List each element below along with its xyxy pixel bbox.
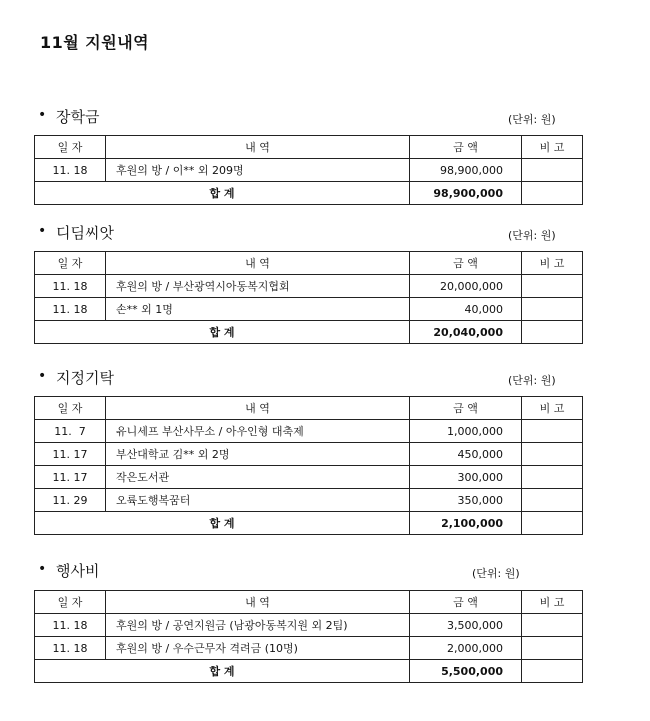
cell-note (522, 466, 583, 489)
cell-note (522, 275, 583, 298)
section-title: 장학금 (56, 108, 100, 126)
header-amount: 금 액 (410, 252, 522, 275)
header-desc: 내 역 (106, 252, 410, 275)
page-title: 11월 지원내역 (40, 33, 150, 52)
unit-label: (단위: 원) (508, 229, 556, 242)
total-row (35, 512, 583, 535)
header-desc: 내 역 (106, 397, 410, 420)
cell-desc: 후원의 방 / 부산광역시아동복지협회 (106, 275, 410, 298)
cell-amount: 450,000 (410, 443, 522, 466)
cell-amount: 300,000 (410, 466, 522, 489)
cell-note (522, 443, 583, 466)
header-note: 비 고 (522, 591, 583, 614)
support-table (34, 396, 583, 535)
cell-note (522, 660, 583, 683)
cell-note (522, 321, 583, 344)
total-label: 합 계 (35, 182, 410, 205)
total-amount: 2,100,000 (410, 512, 522, 535)
header-desc: 내 역 (106, 591, 410, 614)
table-header-row (35, 397, 583, 420)
cell-date: 11. 18 (35, 614, 106, 637)
section-designated-donation (34, 367, 582, 530)
table-row (35, 489, 583, 512)
cell-desc: 부산대학교 김** 외 2명 (106, 443, 410, 466)
bullet-icon: • (38, 368, 47, 384)
cell-date: 11. 29 (35, 489, 106, 512)
total-label: 합 계 (35, 321, 410, 344)
total-amount: 98,900,000 (410, 182, 522, 205)
section-title: 지정기탁 (56, 369, 114, 387)
support-table (34, 590, 583, 683)
support-table (34, 135, 583, 205)
cell-amount: 350,000 (410, 489, 522, 512)
table-row (35, 637, 583, 660)
bullet-icon: • (38, 223, 47, 239)
cell-note (522, 298, 583, 321)
cell-note (522, 159, 583, 182)
cell-note (522, 420, 583, 443)
cell-amount: 40,000 (410, 298, 522, 321)
unit-label: (단위: 원) (508, 374, 556, 387)
cell-note (522, 637, 583, 660)
header-note: 비 고 (522, 136, 583, 159)
section-header (34, 106, 582, 130)
cell-desc: 손** 외 1명 (106, 298, 410, 321)
header-date: 일 자 (35, 252, 106, 275)
header-amount: 금 액 (410, 136, 522, 159)
unit-label: (단위: 원) (472, 567, 520, 580)
table-row (35, 443, 583, 466)
cell-desc: 오륙도행복꿈터 (106, 489, 410, 512)
header-date: 일 자 (35, 136, 106, 159)
cell-desc: 후원의 방 / 공연지원금 (남광아동복지원 외 2팀) (106, 614, 410, 637)
cell-amount: 98,900,000 (410, 159, 522, 182)
cell-note (522, 489, 583, 512)
bullet-icon: • (38, 561, 47, 577)
total-amount: 5,500,000 (410, 660, 522, 683)
cell-desc: 작은도서관 (106, 466, 410, 489)
section-scholarship (34, 106, 582, 200)
cell-date: 11. 18 (35, 275, 106, 298)
total-label: 합 계 (35, 660, 410, 683)
cell-amount: 20,000,000 (410, 275, 522, 298)
section-title: 행사비 (56, 562, 100, 580)
total-label: 합 계 (35, 512, 410, 535)
cell-amount: 1,000,000 (410, 420, 522, 443)
cell-date: 11. 7 (35, 420, 106, 443)
table-row (35, 275, 583, 298)
total-row (35, 660, 583, 683)
section-event-expenses (34, 560, 582, 678)
unit-label: (단위: 원) (508, 113, 556, 126)
support-table (34, 251, 583, 344)
cell-date: 11. 18 (35, 298, 106, 321)
cell-note (522, 614, 583, 637)
total-row (35, 182, 583, 205)
section-didim-seed (34, 222, 582, 339)
table-header-row (35, 252, 583, 275)
section-header (34, 367, 582, 391)
table-header-row (35, 136, 583, 159)
header-desc: 내 역 (106, 136, 410, 159)
total-row (35, 321, 583, 344)
cell-desc: 유니세프 부산사무소 / 아우인형 대축제 (106, 420, 410, 443)
table-row (35, 159, 583, 182)
cell-note (522, 512, 583, 535)
table-header-row (35, 591, 583, 614)
cell-desc: 후원의 방 / 이** 외 209명 (106, 159, 410, 182)
table-row (35, 420, 583, 443)
cell-note (522, 182, 583, 205)
table-row (35, 298, 583, 321)
total-amount: 20,040,000 (410, 321, 522, 344)
section-title: 디딤씨앗 (56, 224, 114, 242)
cell-date: 11. 18 (35, 637, 106, 660)
header-amount: 금 액 (410, 397, 522, 420)
header-date: 일 자 (35, 591, 106, 614)
cell-desc: 후원의 방 / 우수근무자 격려금 (10명) (106, 637, 410, 660)
section-header (34, 560, 582, 584)
cell-date: 11. 17 (35, 466, 106, 489)
cell-date: 11. 17 (35, 443, 106, 466)
header-amount: 금 액 (410, 591, 522, 614)
table-row (35, 466, 583, 489)
table-row (35, 614, 583, 637)
cell-amount: 3,500,000 (410, 614, 522, 637)
header-note: 비 고 (522, 252, 583, 275)
cell-date: 11. 18 (35, 159, 106, 182)
bullet-icon: • (38, 107, 47, 123)
header-note: 비 고 (522, 397, 583, 420)
cell-amount: 2,000,000 (410, 637, 522, 660)
section-header (34, 222, 582, 246)
header-date: 일 자 (35, 397, 106, 420)
